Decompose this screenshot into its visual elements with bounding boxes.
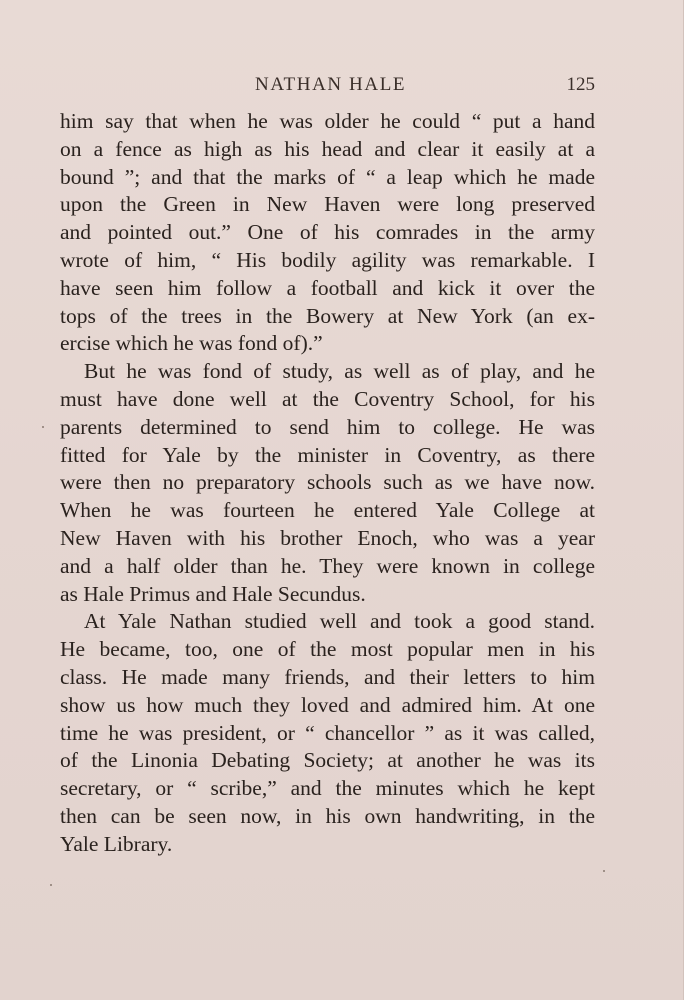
text-line: ercise which he was fond of).” [60,331,323,356]
text-line: tops of the trees in the Bowery at New York (an ex- [60,303,595,328]
paper-speck [50,884,52,886]
paragraph-1 [60,108,595,358]
text-line: on a fence as high as his head and clear it easily at a [60,136,595,161]
running-head: NATHAN HALE [255,74,407,95]
text-line: then can be seen now, in his own handwriting, in the [60,803,595,828]
text-line: class. He made many friends, and their letters to him [60,664,595,689]
text-line: parents determined to send him to college. He was [60,414,595,439]
text-line: and a half older than he. They were known in college [60,553,595,578]
text-line: wrote of him, “ His bodily agility was remarkable. I [60,247,595,272]
text-line: and pointed out.” One of his comrades in the army [60,220,595,245]
text-line: as Hale Primus and Hale Secundus. [60,581,366,606]
paragraph-2 [60,358,595,608]
text-line: He became, too, one of the most popular men in his [60,637,595,662]
text-line: show us how much they loved and admired him. At one [60,692,595,717]
text-line: must have done well at the Coventry School, for his [60,386,595,411]
text-line: But he was fond of study, as well as of play, and he [84,359,595,384]
page-header [60,74,595,100]
text-line: At Yale Nathan studied well and took a good stand. [84,609,595,634]
text-line: New Haven with his brother Enoch, who was a year [60,525,595,550]
text-line: When he was fourteen he entered Yale College at [60,498,595,523]
text-line: have seen him follow a football and kick it over the [60,275,595,300]
paragraph-3 [60,608,595,858]
page-number: 125 [566,74,595,95]
body-text [60,108,595,859]
text-line: him say that when he was older he could “ put a hand [60,109,595,133]
paper-speck [42,426,44,428]
text-line: of the Linonia Debating Society; at another he was its [60,748,595,773]
text-line: upon the Green in New Haven were long preserved [60,192,595,217]
paper-speck [603,870,605,872]
text-line: Yale Library. [60,831,173,856]
text-line: bound ”; and that the marks of “ a leap which he made [60,164,595,189]
text-line: time he was president, or “ chancellor ” as it was called, [60,720,595,745]
text-line: fitted for Yale by the minister in Coventry, as there [60,442,595,467]
text-line: secretary, or “ scribe,” and the minutes which he kept [60,776,595,801]
text-line: were then no preparatory schools such as we have now. [60,470,595,495]
